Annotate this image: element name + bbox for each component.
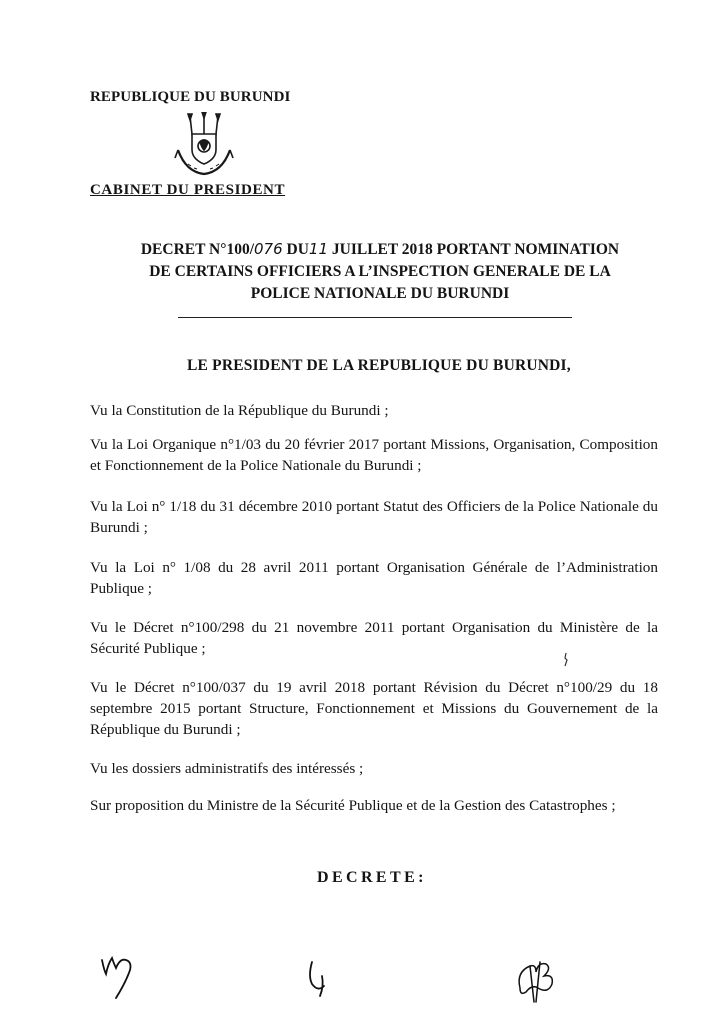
decree-title xyxy=(70,238,690,305)
decree-title-line-2: DE CERTAINS OFFICIERS A L’INSPECTION GENERALE DE LA xyxy=(149,263,611,280)
handwritten-initials-icon xyxy=(510,958,558,1006)
cabinet-header: CABINET DU PRESIDENT xyxy=(90,182,286,198)
consideration-paragraph: Vu le Décret n°100/037 du 19 avril 2018 portant Révision du Décret n°100/29 du 18 septembre 2015 portant Structure, Fonctionnement et Missions du Gouvernement de la République du Burundi ; xyxy=(90,679,658,738)
president-heading: LE PRESIDENT DE LA REPUBLIQUE DU BURUNDI, xyxy=(187,357,571,374)
consideration-paragraph: Vu la Loi Organique n°1/03 du 20 février 2017 portant Missions, Organisation, Composition et Fonctionnement de la Police Nationale du Burundi ; xyxy=(90,436,658,474)
consideration-paragraph: Vu la Loi n° 1/18 du 31 décembre 2010 portant Statut des Officiers de la Police Nationale du Burundi ; xyxy=(90,498,658,536)
decrete-heading: DECRETE: xyxy=(317,869,427,886)
title-divider xyxy=(178,317,572,318)
decree-title-line-1 xyxy=(70,238,690,261)
coat-of-arms-icon xyxy=(172,112,236,180)
stray-mark-icon xyxy=(562,652,570,668)
republic-header: REPUBLIQUE DU BURUNDI xyxy=(90,89,291,105)
handwritten-decree-day: 11 xyxy=(308,240,328,258)
consideration-paragraph: Vu la Constitution de la République du Burundi ; xyxy=(90,402,389,419)
handwritten-decree-number: 076 xyxy=(254,240,283,258)
decree-title-part-2: DU xyxy=(282,241,309,258)
consideration-paragraph: Vu le Décret n°100/298 du 21 novembre 2011 portant Organisation du Ministère de la Sécurité Publique ; xyxy=(90,619,658,657)
decree-title-part-3: JUILLET 2018 PORTANT NOMINATION xyxy=(328,241,620,258)
consideration-paragraph: Sur proposition du Ministre de la Sécurité Publique et de la Gestion des Catastrophes ; xyxy=(90,797,616,814)
handwritten-initials-icon xyxy=(98,950,142,1002)
handwritten-initials-icon xyxy=(304,958,330,1000)
decree-title-line-3: POLICE NATIONALE DU BURUNDI xyxy=(250,285,510,302)
decree-title-part-1: DECRET N°100/ xyxy=(140,241,254,258)
consideration-paragraph: Vu la Loi n° 1/08 du 28 avril 2011 portant Organisation Générale de l’Administration Publique ; xyxy=(90,559,658,597)
consideration-paragraph: Vu les dossiers administratifs des intéressés ; xyxy=(90,760,364,777)
